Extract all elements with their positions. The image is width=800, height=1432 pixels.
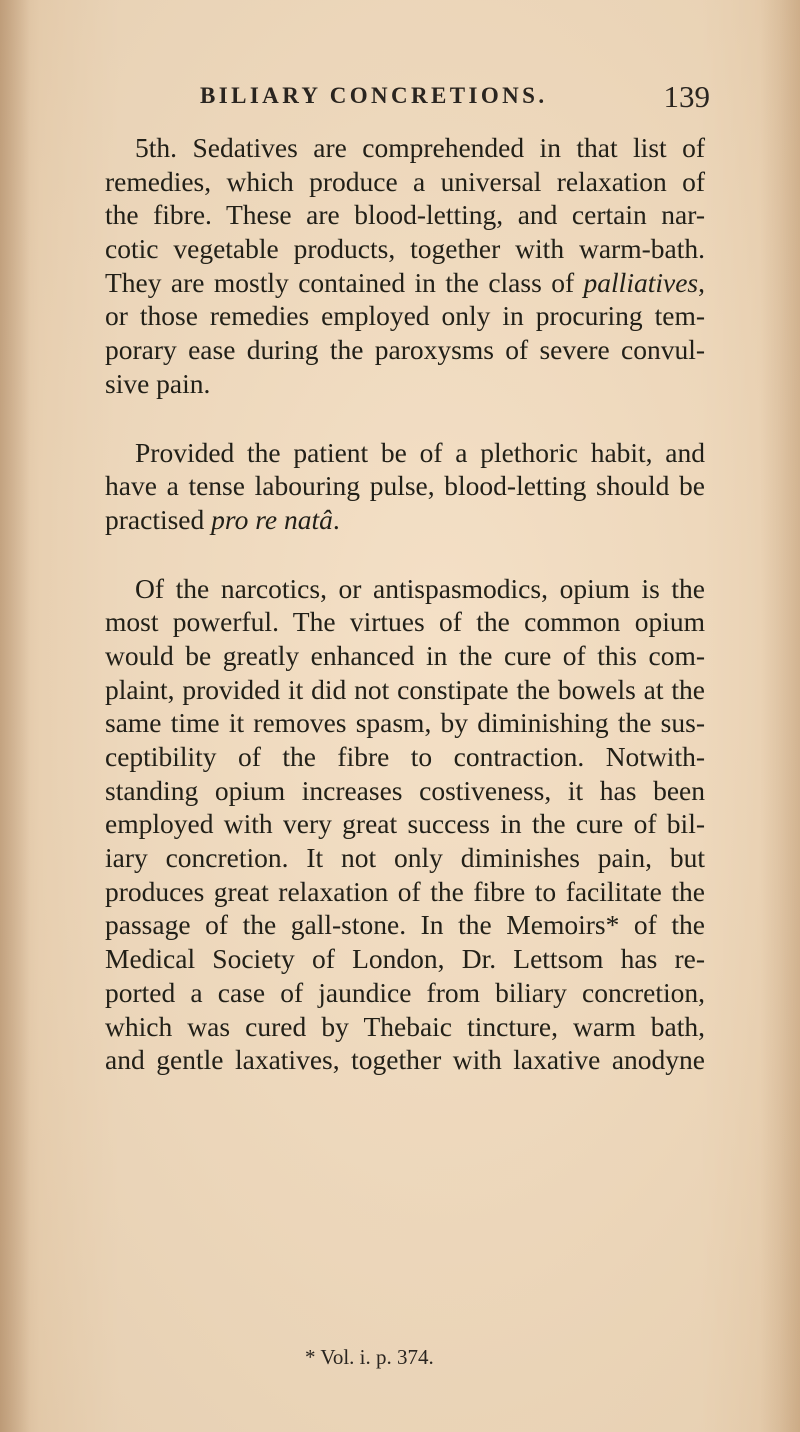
text-line: practised pro re natâ. xyxy=(105,503,340,535)
text-line: same time it removes spasm, by diminishing the sus- xyxy=(105,707,705,739)
text-line: They are mostly contained in the class of palliatives, xyxy=(105,266,705,298)
text-line: 5th. Sedatives are comprehended in that list of xyxy=(135,132,705,163)
text-line: Provided the patient be of a plethoric habit, and xyxy=(135,436,705,468)
text-line: produces great relaxation of the fibre to facilitate the xyxy=(105,875,705,907)
text-line: plaint, provided it did not constipate the bowels at the xyxy=(105,673,705,705)
paragraph-gap xyxy=(105,401,705,436)
text-line: ported a case of jaundice from biliary concretion, xyxy=(105,976,705,1008)
page-header xyxy=(200,79,710,123)
running-head: BILIARY CONCRETIONS. xyxy=(200,83,548,108)
paragraph-narcotics xyxy=(105,572,705,1077)
text-line: porary ease during the paroxysms of severe convul- xyxy=(105,334,705,366)
text-line: sive pain. xyxy=(105,367,211,399)
text-line: most powerful. The virtues of the common opium xyxy=(105,606,705,638)
italic-term: pro re natâ xyxy=(211,503,333,535)
body-text xyxy=(105,131,705,1077)
paragraph-blood-letting xyxy=(105,436,705,537)
text-line: standing opium increases costiveness, it has been xyxy=(105,774,705,806)
text-line: passage of the gall-stone. In the Memoirs* of the xyxy=(105,909,705,941)
italic-term: palliatives xyxy=(583,266,699,298)
text-line: Medical Society of London, Dr. Lettsom has re- xyxy=(105,943,705,975)
text-line: iary concretion. It not only diminishes pain, but xyxy=(105,842,705,874)
text-line: would be greatly enhanced in the cure of this com- xyxy=(105,639,705,671)
paragraph-gap xyxy=(105,537,705,572)
paragraph-sedatives xyxy=(105,131,705,401)
page-number: 139 xyxy=(663,79,710,114)
text-line: and gentle laxatives, together with laxative anodyne xyxy=(105,1044,705,1076)
page-edge-shadow-left xyxy=(0,0,30,1432)
text-line: which was cured by Thebaic tincture, warm bath, xyxy=(105,1010,705,1042)
footnote: * Vol. i. p. 374. xyxy=(305,1345,434,1369)
text-line: ceptibility of the fibre to contraction. Notwith- xyxy=(105,741,705,772)
text-line: remedies, which produce a universal relaxation of xyxy=(105,165,705,197)
text-line: have a tense labouring pulse, blood-letting should be xyxy=(105,470,705,502)
page-edge-shadow-right xyxy=(760,0,800,1432)
text-line: Of the narcotics, or antispasmodics, opium is the xyxy=(135,572,705,604)
text-line: employed with very great success in the cure of bil- xyxy=(105,808,705,840)
text-line: the fibre. These are blood-letting, and certain nar- xyxy=(105,199,705,231)
text-line: cotic vegetable products, together with warm-bath. xyxy=(105,233,705,265)
text-line: or those remedies employed only in procuring tem- xyxy=(105,300,705,332)
